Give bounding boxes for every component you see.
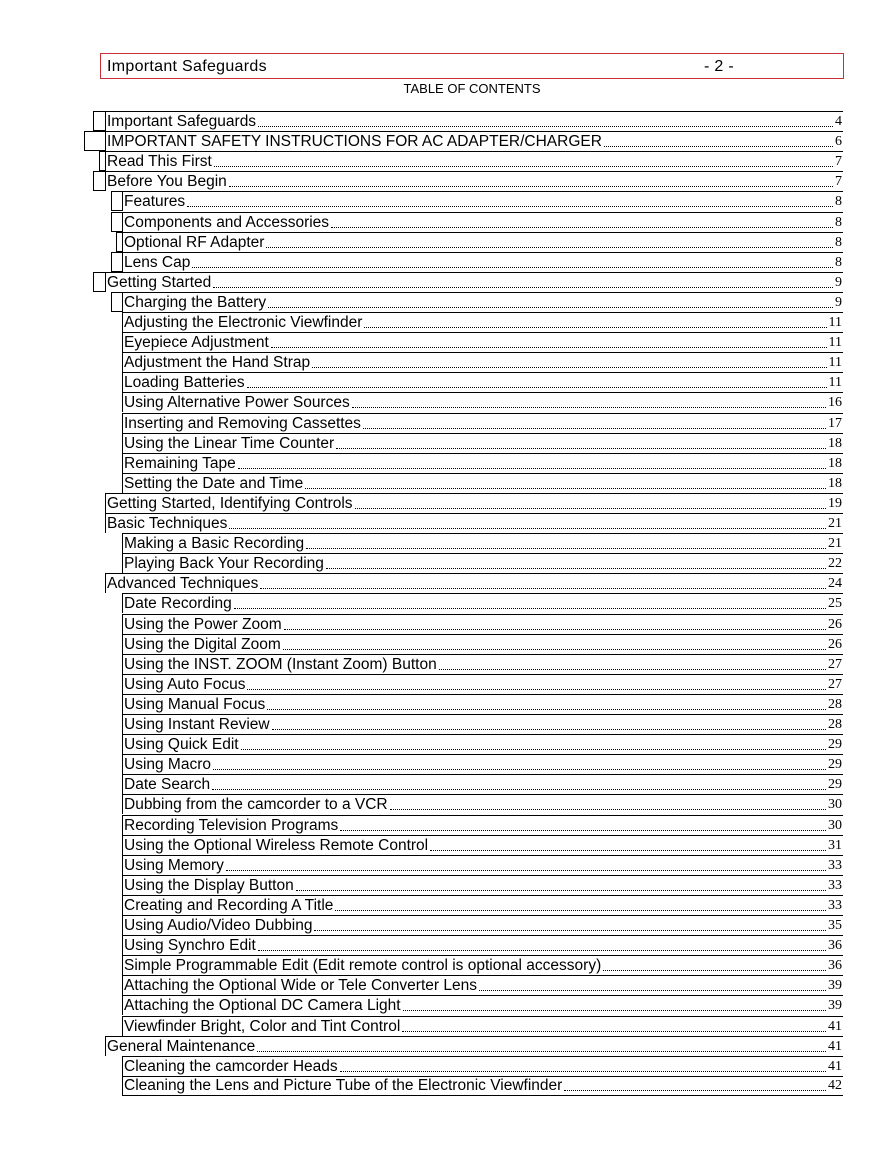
dot-leader (260, 587, 826, 589)
toc-entry-page: 21 (828, 536, 842, 552)
dot-leader (258, 125, 833, 127)
dot-leader (284, 628, 826, 630)
toc-entry[interactable] (122, 694, 843, 714)
dot-leader (352, 406, 826, 408)
toc-entry-title: Using Manual Focus (124, 695, 266, 713)
toc-entry-title: Inserting and Removing Cassettes (124, 414, 361, 432)
header-page-number: - 2 - (704, 58, 734, 75)
dot-leader (326, 567, 826, 569)
field-bracket-marker (111, 212, 122, 232)
toc-entry-page: 8 (835, 234, 842, 250)
toc-entry-title: Simple Programmable Edit (Edit remote control is optional accessory) (124, 957, 602, 975)
toc-entry-page: 33 (828, 877, 842, 893)
toc-entry-page: 8 (835, 194, 842, 210)
dot-leader (241, 748, 826, 750)
toc-entry-title: Using Quick Edit (124, 736, 239, 754)
toc-entry[interactable] (122, 413, 843, 433)
toc-entry-page: 17 (828, 415, 842, 431)
toc-entry[interactable] (122, 191, 843, 211)
toc-entry-page: 41 (828, 1058, 842, 1074)
toc-entry-page: 22 (828, 556, 842, 572)
dot-leader (187, 205, 833, 207)
toc-entry-title: Using the Linear Time Counter (124, 434, 335, 452)
toc-entry-title: IMPORTANT SAFETY INSTRUCTIONS FOR AC ADAPTER/CHARGER (107, 133, 602, 151)
dot-leader (247, 688, 826, 690)
dot-leader (430, 849, 826, 851)
toc-entry-title: Read This First (107, 153, 212, 171)
dot-leader (306, 547, 826, 549)
toc-entry-page: 7 (835, 154, 842, 170)
toc-entry-title: Getting Started (107, 273, 212, 291)
toc-entry[interactable] (122, 252, 843, 272)
dot-leader (403, 1009, 826, 1011)
toc-entry-page: 39 (828, 998, 842, 1014)
toc-entry[interactable] (122, 875, 843, 895)
toc-entry-title: General Maintenance (107, 1037, 256, 1055)
toc-entry-title: Using the Power Zoom (124, 615, 282, 633)
toc-entry[interactable] (122, 1016, 843, 1036)
toc-entry[interactable] (122, 332, 843, 352)
field-bracket-marker (116, 232, 122, 252)
toc-entry-title: Advanced Techniques (107, 575, 259, 593)
toc-entry[interactable] (122, 1056, 843, 1076)
toc-entry-page: 31 (828, 837, 842, 853)
toc-entry[interactable] (122, 634, 843, 654)
dot-leader (257, 1050, 826, 1052)
dot-leader (314, 929, 826, 931)
field-bracket-marker (111, 191, 122, 211)
toc-entry-page: 24 (828, 576, 842, 592)
dot-leader (340, 829, 826, 831)
toc-entry-page: 28 (828, 717, 842, 732)
dot-leader (268, 306, 833, 308)
toc-entry-page: 9 (835, 274, 842, 290)
toc-entry-title: Basic Techniques (107, 515, 228, 532)
toc-entry-page: 11 (828, 375, 842, 391)
toc-entry-page: 29 (828, 777, 842, 793)
toc-entry[interactable] (122, 312, 843, 332)
dot-leader (336, 447, 826, 449)
toc-entry-page: 33 (828, 857, 842, 873)
toc-entry[interactable] (122, 292, 843, 312)
toc-entry[interactable] (122, 915, 843, 935)
dot-leader (604, 145, 833, 147)
toc-entry[interactable] (122, 995, 843, 1015)
toc-entry-page: 16 (828, 395, 842, 411)
toc-entry-page: 26 (828, 636, 842, 652)
dot-leader (238, 467, 826, 469)
toc-entry-page: 27 (828, 676, 842, 692)
dot-leader (296, 889, 826, 891)
field-bracket-marker (84, 131, 105, 151)
toc-entry[interactable] (122, 553, 843, 573)
field-bracket-marker (93, 272, 105, 292)
toc-entry-title: Dubbing from the camcorder to a VCR (124, 796, 388, 814)
toc-entry-page: 18 (828, 455, 842, 471)
dot-leader (213, 286, 833, 288)
toc-entry-title: Using Instant Review (124, 716, 270, 733)
toc-entry-title: Date Search (124, 776, 211, 794)
dot-leader (564, 1089, 826, 1091)
dot-leader (213, 768, 826, 770)
toc-entry-title: Getting Started, Identifying Controls (107, 494, 353, 512)
toc-entry-title: Using the Optional Wireless Remote Control (124, 836, 429, 854)
toc-entry-page: 28 (828, 696, 842, 712)
toc-entry-page: 11 (828, 315, 842, 330)
toc-entry[interactable] (122, 794, 843, 814)
toc-entry-page: 19 (828, 495, 842, 511)
toc-entry[interactable] (105, 272, 843, 292)
dot-leader (312, 366, 826, 368)
toc-entry-page: 25 (828, 596, 842, 612)
toc-entry-page: 4 (835, 114, 842, 129)
toc-entry-page: 35 (828, 918, 842, 933)
toc-entry-page: 7 (835, 174, 842, 190)
toc-entry-title: Lens Cap (124, 253, 191, 271)
toc-entry-page: 9 (835, 294, 842, 310)
dot-leader (267, 708, 826, 710)
toc-entry-title: Charging the Battery (124, 293, 267, 311)
toc-entry-title: Date Recording (124, 595, 232, 613)
dot-leader (229, 185, 833, 187)
dot-leader (266, 246, 833, 248)
toc-entry[interactable] (122, 955, 843, 975)
toc-entry[interactable] (122, 754, 843, 774)
toc-entry-title: Using Synchro Edit (124, 937, 256, 955)
dot-leader (340, 1070, 826, 1072)
toc-heading: TABLE OF CONTENTS (403, 81, 541, 96)
dot-leader (439, 668, 826, 670)
toc-entry-page: 26 (828, 616, 842, 632)
toc-entry-page: 27 (828, 656, 842, 672)
dot-leader (305, 487, 826, 489)
toc-entry-page: 6 (835, 134, 842, 150)
dot-leader (212, 788, 826, 790)
header-title: Important Safeguards (107, 58, 267, 75)
toc-entry[interactable] (122, 352, 843, 372)
toc-entry[interactable] (122, 714, 843, 734)
toc-entry-page: 33 (828, 897, 842, 913)
dot-leader (214, 165, 833, 167)
toc-entry-title: Cleaning the camcorder Heads (124, 1057, 338, 1075)
toc-entry-page: 18 (828, 435, 842, 451)
toc-entry-title: Adjustment the Hand Strap (124, 354, 311, 372)
field-bracket-marker (111, 292, 122, 312)
toc-entry-page: 8 (835, 214, 842, 230)
toc-entry[interactable] (122, 654, 843, 674)
toc-entry-page: 30 (828, 817, 842, 833)
dot-leader (390, 808, 826, 810)
toc-entry-page: 29 (828, 757, 842, 773)
toc-entry-title: Loading Batteries (124, 374, 245, 392)
toc-entry[interactable] (122, 895, 843, 915)
toc-entry-title: Adjusting the Electronic Viewfinder (124, 314, 363, 331)
field-bracket-marker (93, 111, 105, 131)
toc-entry-page: 39 (828, 978, 842, 994)
toc-entry-title: Creating and Recording A Title (124, 896, 334, 914)
toc-entry-title: Using Alternative Power Sources (124, 394, 350, 412)
toc-entry-title: Components and Accessories (124, 213, 330, 231)
toc-entry-page: 41 (828, 1038, 842, 1054)
toc-entry[interactable] (122, 774, 843, 794)
toc-entry-title: Using Macro (124, 756, 211, 774)
toc-entry[interactable] (122, 392, 843, 412)
field-bracket-marker (111, 252, 122, 272)
toc-entry-title: Playing Back Your Recording (124, 555, 324, 573)
toc-entry[interactable] (105, 131, 843, 151)
toc-entry[interactable] (122, 614, 843, 634)
toc-entry[interactable] (122, 232, 843, 252)
toc-entry[interactable] (122, 433, 843, 453)
dot-leader (402, 1030, 826, 1032)
toc-entry-title: Optional RF Adapter (124, 233, 265, 251)
dot-leader (229, 527, 826, 529)
dot-leader (283, 648, 826, 650)
toc-entry-title: Making a Basic Recording (124, 535, 305, 553)
dot-leader (603, 969, 826, 971)
toc-entry-title: Features (124, 193, 186, 211)
dot-leader (226, 869, 826, 871)
toc-entry-title: Eyepiece Adjustment (124, 334, 269, 352)
dot-leader (355, 507, 826, 509)
field-bracket-marker (99, 151, 105, 171)
toc-entry-page: 41 (828, 1018, 842, 1034)
dot-leader (192, 266, 833, 268)
dot-leader (247, 386, 827, 388)
toc-entry-title: Important Safeguards (107, 113, 257, 130)
toc-entry-page: 8 (835, 254, 842, 270)
toc-entry-title: Using Auto Focus (124, 675, 246, 693)
toc-entry[interactable] (105, 151, 843, 171)
toc-entry-page: 36 (828, 938, 842, 954)
toc-entry[interactable] (105, 171, 843, 191)
toc-entry-title: Cleaning the Lens and Picture Tube of the Electronic Viewfinder (124, 1076, 563, 1094)
dot-leader (331, 226, 833, 228)
toc-entry[interactable] (122, 674, 843, 694)
toc-entry-title: Remaining Tape (124, 454, 236, 472)
toc-entry[interactable] (122, 975, 843, 995)
dot-leader (258, 949, 826, 951)
toc-entry[interactable] (105, 111, 843, 131)
toc-entry-page: 18 (828, 475, 842, 491)
dot-leader (335, 909, 826, 911)
toc-entry-page: 21 (828, 516, 842, 531)
toc-entry-page: 29 (828, 737, 842, 753)
page-header (100, 53, 844, 79)
toc-entry[interactable] (105, 573, 843, 593)
toc-entry-title: Viewfinder Bright, Color and Tint Control (124, 1017, 401, 1035)
toc-entry[interactable] (122, 212, 843, 232)
toc-entry[interactable] (122, 935, 843, 955)
toc-entry[interactable] (122, 533, 843, 553)
dot-leader (363, 427, 826, 429)
toc-entry-page: 11 (828, 355, 842, 371)
toc-entry[interactable] (122, 453, 843, 473)
toc-entry[interactable] (105, 493, 843, 513)
toc-entry-title: Attaching the Optional DC Camera Light (124, 997, 401, 1015)
toc-entry-page: 36 (828, 958, 842, 974)
dot-leader (479, 989, 826, 991)
toc-entry-title: Using Memory (124, 856, 224, 874)
toc-entry[interactable] (122, 473, 843, 493)
toc-entry-title: Recording Television Programs (124, 816, 339, 834)
toc-entry-page: 30 (828, 797, 842, 813)
toc-entry-title: Using the INST. ZOOM (Instant Zoom) Button (124, 655, 437, 673)
toc-entry-title: Before You Begin (107, 173, 227, 191)
toc-entry[interactable] (105, 513, 843, 533)
dot-leader (364, 326, 826, 328)
toc-entry[interactable] (122, 835, 843, 855)
dot-leader (234, 607, 826, 609)
toc-entry-title: Using the Digital Zoom (124, 635, 281, 653)
toc-entry[interactable] (122, 593, 843, 613)
field-bracket-marker (93, 171, 105, 191)
dot-leader (271, 346, 827, 348)
toc-entry[interactable] (105, 1036, 843, 1056)
dot-leader (272, 728, 826, 730)
toc-entry-page: 42 (828, 1077, 842, 1093)
toc-entry[interactable] (122, 372, 843, 392)
toc-entry-page: 11 (828, 335, 842, 351)
toc-entry[interactable] (122, 815, 843, 835)
toc-entry-title: Using Audio/Video Dubbing (124, 917, 313, 934)
toc-entry[interactable] (122, 855, 843, 875)
toc-entry-title: Setting the Date and Time (124, 474, 304, 492)
toc-entry[interactable] (122, 1076, 843, 1096)
toc-entry[interactable] (122, 734, 843, 754)
toc-entry-title: Using the Display Button (124, 876, 294, 894)
toc-entry-title: Attaching the Optional Wide or Tele Converter Lens (124, 977, 477, 995)
